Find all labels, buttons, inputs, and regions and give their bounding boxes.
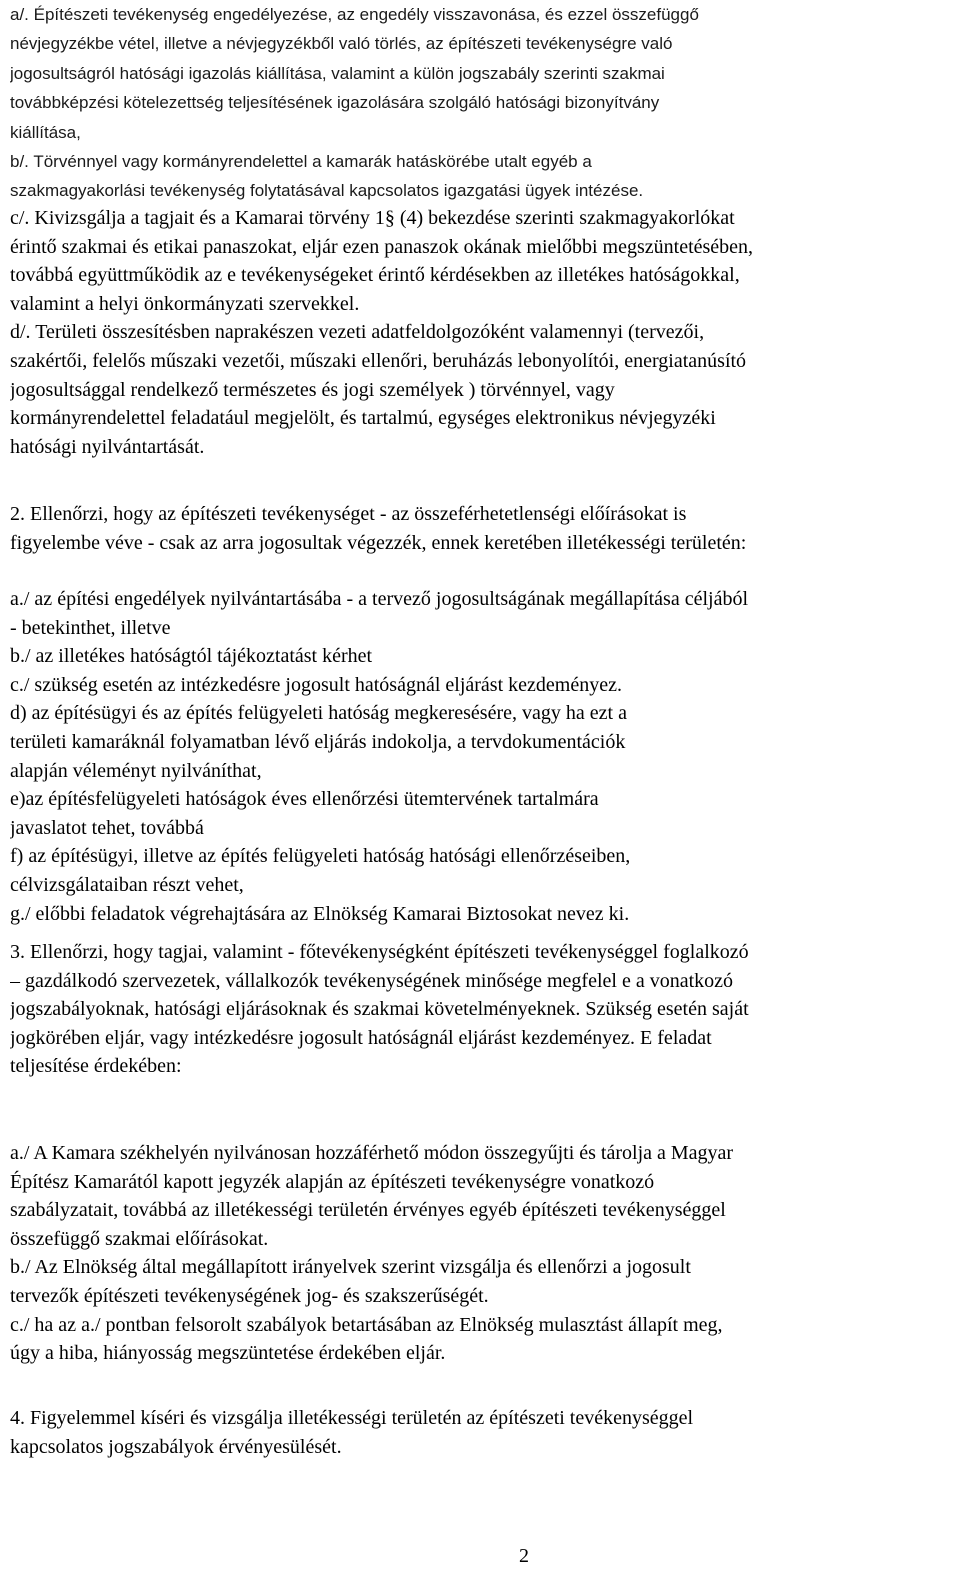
text-line: e)az építésfelügyeleti hatóságok éves ellenőrzési ütemtervének tartalmára [10, 788, 599, 811]
text-line: területi kamaráknál folyamatban lévő eljárás indokolja, a tervdokumentációk [10, 730, 626, 753]
text-line: b./ az illetékes hatóságtól tájékoztatást kérhet [10, 645, 373, 668]
paragraph-2-list [10, 585, 945, 928]
paragraph-a-b [10, 0, 945, 206]
paragraph-3-list [10, 1139, 945, 1368]
text-line: jogkörében eljár, vagy intézkedésre jogosult hatóságnál eljárást kezdeményez. E feladat [10, 1026, 712, 1049]
text-line: – gazdálkodó szervezetek, vállalkozók tevékenységének minősége megfelel e a vonatkozó [10, 969, 734, 992]
text-line: a/. Építészeti tevékenység engedélyezése, az engedély visszavonása, és ezzel összefüggő [10, 5, 699, 24]
text-line: 4. Figyelemmel kíséri és vizsgálja illetékességi területén az építészeti tevékenységgel [10, 1407, 694, 1429]
text-line: érintő szakmai és etikai panaszokat, eljár ezen panaszok okának mielőbbi megszüntetésében, [10, 235, 754, 258]
text-line: figyelembe véve - csak az arra jogosultak végezzék, ennek keretében illetékességi területén: [10, 531, 747, 554]
text-line: kiállítása, [10, 122, 81, 142]
text-line: g./ előbbi feladatok végrehajtására az Elnökség Kamarai Biztosokat nevez ki. [10, 902, 630, 925]
text-line: szakértői, felelős műszaki vezetői, műszaki ellenőri, beruházás lebonyolítói, energiatanúsító [10, 349, 747, 372]
text-line: d) az építésügyi és az építés felügyeleti hatóság megkeresésére, vagy ha ezt a [10, 702, 627, 725]
text-line: c/. Kivizsgálja a tagjait és a Kamarai törvény 1§ (4) bekezdése szerinti szakmagyakorlókat [10, 207, 735, 229]
paragraph-4 [10, 1404, 945, 1461]
text-line: összefüggő szakmai előírásokat. [10, 1227, 269, 1250]
text-line: továbbképzési kötelezettség teljesítésének igazolására szolgáló hatósági bizonyítvány [10, 93, 660, 113]
text-line: f) az építésügyi, illetve az építés felügyeleti hatóság hatósági ellenőrzéseiben, [10, 845, 631, 868]
text-line: valamint a helyi önkormányzati szervekkel. [10, 292, 360, 315]
text-line: célvizsgálataiban részt vehet, [10, 873, 244, 896]
text-line: jogszabályoknak, hatósági eljárásoknak és szakmai követelményeknek. Szükség esetén saját [10, 998, 749, 1021]
text-line: szakmagyakorlási tevékenység folytatásával kapcsolatos igazgatási ügyek intézése. [10, 181, 644, 201]
text-line: a./ az építési engedélyek nyilvántartásába - a tervező jogosultságának megállapítása céljából [10, 588, 749, 610]
page-number: 2 [519, 1545, 529, 1567]
text-line: c./ ha az a./ pontban felsorolt szabályok betartásában az Elnökség mulasztást állapít meg, [10, 1313, 723, 1336]
text-line: kormányrendelettel feladatául megjelölt, és tartalmú, egységes elektronikus névjegyzéki [10, 407, 716, 430]
text-line: úgy a hiba, hiányosság megszüntetése érdekében eljár. [10, 1342, 446, 1365]
paragraph-3 [10, 938, 945, 1081]
text-line: b./ Az Elnökség által megállapított irányelvek szerint vizsgálja és ellenőrzi a jogosult [10, 1256, 691, 1279]
text-line: 3. Ellenőrzi, hogy tagjai, valamint - főtevékenységként építészeti tevékenységgel foglalkozó [10, 941, 749, 963]
text-line: továbbá együttműködik az e tevékenységeket érintő kérdésekben az illetékes hatóságokkal, [10, 264, 740, 287]
text-line: jogosultságról hatósági igazolás kiállítása, valamint a külön jogszabály szerinti szakmai [10, 63, 665, 83]
text-line: - betekinthet, illetve [10, 616, 171, 639]
text-line: tervezők építészeti tevékenységének jog- és szakszerűségét. [10, 1284, 489, 1307]
paragraph-c-d [10, 204, 945, 461]
text-line: jogosultsággal rendelkező természetes és jogi személyek ) törvénnyel, vagy [10, 378, 615, 401]
text-line: hatósági nyilvántartását. [10, 435, 205, 458]
text-line: c./ szükség esetén az intézkedésre jogosult hatóságnál eljárást kezdeményez. [10, 673, 622, 696]
text-line: 2. Ellenőrzi, hogy az építészeti tevékenységet - az összeférhetetlenségi előírásokat is [10, 503, 687, 525]
text-line: a./ A Kamara székhelyén nyilvánosan hozzáférhető módon összegyűjti és tárolja a Magyar [10, 1142, 734, 1164]
paragraph-2 [10, 500, 945, 557]
text-line: teljesítése érdekében: [10, 1055, 182, 1078]
text-line: b/. Törvénnyel vagy kormányrendelettel a kamarák hatáskörébe utalt egyéb a [10, 152, 592, 172]
text-line: kapcsolatos jogszabályok érvényesülését. [10, 1435, 342, 1458]
text-line: névjegyzékbe vétel, illetve a névjegyzékből való törlés, az építészeti tevékenységre való [10, 34, 673, 54]
text-line: szabályzatait, továbbá az illetékességi területén érvényes egyéb építészeti tevékenységgel [10, 1199, 726, 1222]
text-line: javaslatot tehet, továbbá [10, 816, 204, 839]
text-line: Építész Kamarától kapott jegyzék alapján az építészeti tevékenységre vonatkozó [10, 1170, 655, 1193]
text-line: alapján véleményt nyilváníthat, [10, 759, 262, 782]
text-line: d/. Területi összesítésben naprakészen vezeti adatfeldolgozóként valamennyi (tervezői, [10, 321, 705, 344]
